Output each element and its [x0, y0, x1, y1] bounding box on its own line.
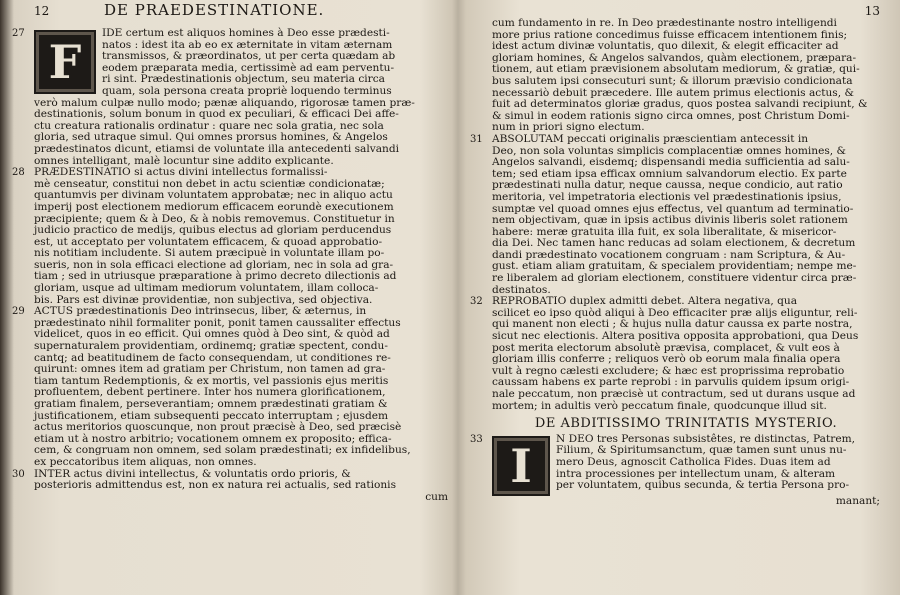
text-line: re liberalem ad gloriam electionem, constituere videntur circa præ- — [492, 272, 857, 285]
text-line: dandi prædestinato vocationem congruam : nam Scriptura, & Au- — [492, 248, 846, 261]
text-line: actus meritorios quoscunque, non prout præcisè à Deo, sed præcisè — [34, 421, 402, 434]
text-line: ctu creatura rationalis ordinatur : quare nec sola gratia, nec sola — [34, 119, 384, 132]
text-line: mero Deus, agnoscit Catholica Fides. Duas item ad — [556, 455, 831, 468]
text-line: tionem, aut etiam prævisionem absolutam mediorum, & gratiæ, qui- — [492, 63, 860, 76]
text-line: verò malum culpæ nullo modo; pænæ aliquando, rigorosæ tamen præ- — [34, 96, 415, 109]
paragraph-33 — [470, 432, 880, 493]
running-title: DE PRAEDESTINATIONE. — [104, 1, 325, 19]
text-line: sumptæ vel quoad omnes ejus effectus, vel quantum ad terminatio- — [492, 202, 854, 215]
text-line: quam, sola persona creata propriè loquendo terminus — [102, 84, 392, 97]
text-line: bus salutem ipsi consecuturi sunt; & illorum prævisio condicionata — [492, 74, 853, 87]
text-line: justificationem, etiam subsequenti peccato interruptam ; ejusdem — [34, 409, 389, 422]
text-line: ri sint. Prædestinationis objectum, seu materia circa — [102, 73, 385, 86]
text-line: REPROBATIO duplex admitti debet. Altera negativa, qua — [492, 295, 798, 308]
text-line: IDE certum est aliquos homines à Deo esse prædesti- — [102, 27, 390, 39]
text-line: necessariò debuit præcedere. Ille autem primus electionis actus, & — [492, 86, 854, 99]
text-line: ABSOLUTAM peccati originalis præscientiam antecessit in — [492, 132, 809, 145]
text-line: scilicet eo ipso quòd aliqui à Deo efficaciter præ alijs eliguntur, reli- — [492, 306, 858, 319]
text-line: prædestinati nulla datur, neque caussa, neque condicio, aut ratio — [492, 179, 843, 192]
text-line: præcipiente; quem & à Deo, & à nobis removemus. Constituetur in — [34, 212, 395, 225]
text-line: prædestinato nihil formaliter ponit, ponit tamen caussaliter effectus — [34, 316, 401, 329]
text-line: PRÆDESTINATIO si actus divini intellectus formalissi- — [34, 166, 328, 179]
text-line: tiam tantum Redemptionis, & ex mortis, vel passionis ejus meritis — [34, 374, 389, 387]
text-line: idest actum divinæ voluntatis, quo dilexit, & elegit efficaciter ad — [492, 40, 839, 53]
text-line: eodem præparata media, certissimè ad eam perventu- — [102, 61, 395, 74]
left-page — [12, 1, 448, 575]
text-line: per voluntatem, quibus secunda, & tertia Persona pro- — [556, 479, 850, 492]
paragraph-31 — [470, 132, 880, 296]
section-heading: DE ABDITISSIMO TRINITATIS MYSTERIO. — [534, 416, 838, 432]
text-line: etiam ut à nostro arbitrio; vocationem omnem ex proposito; effica- — [34, 432, 392, 445]
text-line: profluentem, debent pertinere. Inter hos numera glorificationem, — [34, 386, 386, 399]
text-line: Angelos salvandi, eisdemq; dispensandi media sufficientia ad salu- — [492, 156, 850, 169]
text-line: sueris, non in sola efficaci electione ad gloriam, nec in sola ad gra- — [34, 258, 394, 271]
paragraph-number: 29 — [12, 306, 25, 318]
text-line: habere: meræ gratuita illa fuit, ex sola liberalitate, & misericor- — [492, 225, 837, 238]
paragraph-28 — [12, 166, 448, 306]
text-line: caussam habens ex parte reprobi : in parvulis quidem ipsum origi- — [492, 376, 850, 389]
paragraph-number: 27 — [12, 28, 25, 39]
right-page — [470, 4, 880, 575]
text-line: gloriam, usque ad ultimam mediorum voluntatem, illam colloca- — [34, 282, 379, 295]
text-line: dia Dei. Nec tamen hanc reducas ad solam electionem, & decretum — [492, 237, 856, 250]
text-line: nem objectivam, quæ in ipsis actibus divinis liberis solet rationem — [492, 214, 848, 227]
text-line: qui manent non electi ; & hujus nulla datur caussa ex parte nostra, — [492, 318, 853, 331]
right-page-number: 13 — [864, 4, 880, 18]
paragraph-30 — [12, 467, 448, 492]
text-line: mè censeatur, constitui non debet in actu scientiæ condicionatæ; — [34, 177, 385, 190]
text-line: Filium, & Spiritumsanctum, quæ tamen sunt unus nu- — [556, 444, 847, 457]
text-line: quantumvis per divinam voluntatem approbatæ; nec in aliquo actu — [34, 189, 393, 202]
paragraph-number: 32 — [470, 296, 483, 308]
text-line: post merita electorum absolutè prævisa, complacet, & vult eos à — [492, 341, 840, 354]
text-line: quirunt: omnes item ad gratiam per Christum, non tamen ad gra- — [34, 363, 386, 376]
paragraph-number: 30 — [12, 468, 25, 480]
text-line: mortem; in adultis verò peccatum finale, quodcunque illud sit. — [492, 399, 827, 412]
continued-text — [492, 18, 880, 134]
text-line: posterioris admittendus est, non ex natura rei actualis, sed rationis — [34, 479, 397, 492]
text-line: cum fundamento in re. In Deo prædestinante nostro intelligendi — [492, 17, 837, 29]
text-line: gloria, sed utraque simul. Qui omnes prorsus homines, & Angelos — [34, 131, 388, 144]
text-line: gloriam illis conferre ; reliquos verò ob eorum mala finalia opera — [492, 353, 841, 366]
text-line: gratiam finalem, perseverantiam; omnem prædestinati gratiam & — [34, 398, 388, 410]
paragraph-27 — [12, 27, 448, 167]
text-line: supernaturalem providentiam, ordinemq; gratiæ spectent, condu- — [34, 340, 388, 353]
text-line: tem; sed etiam ipsa efficax omnium salvandorum electio. Ex parte — [492, 167, 847, 180]
text-line: nis notitiam includente. Si autem præcipuè in voluntate illam po- — [34, 247, 385, 260]
drop-cap-initial: I — [492, 436, 550, 496]
text-line: omnes intelligant, malè locuntur sine addito explicante. — [34, 154, 334, 167]
text-line: prædestinatos dicunt, etiamsi de voluntate illa antecedenti salvandi — [34, 142, 400, 155]
text-line: bis. Pars est divinæ providentiæ, non subjectiva, sed objectiva. — [34, 293, 373, 306]
text-line: imperij post electionem mediorum efficacem eorundè executionem — [34, 200, 394, 213]
text-line: gust. etiam aliam gratuitam, & specialem providentiam; nempe me- — [492, 260, 857, 273]
text-line: fuit ad determinatos gloriæ gradus, quos postea salvandi recipiunt, & — [492, 98, 868, 111]
text-line: intra processiones per intellectum unam, & alteram — [556, 467, 836, 480]
left-page-header — [34, 1, 448, 28]
left-page-number: 12 — [34, 4, 50, 18]
text-line: meritoria, vel impetratoria electionis vel prædestinationis ipsius, — [492, 190, 842, 203]
text-line: sicut nec electionis. Altera positiva opposita approbationi, qua Deus — [492, 330, 859, 343]
text-line: tiam ; sed in utriusque præparatione à primo decreto dilectionis ad — [34, 270, 397, 283]
text-line: & simul in eodem rationis signo circa omnes, post Christum Domi- — [492, 109, 850, 122]
paragraph-32 — [470, 295, 880, 412]
catchword: cum — [425, 490, 448, 503]
text-line: cem, & congruam non omnem, sed solam prædestinati; ex infidelibus, — [34, 444, 411, 457]
catchword: manant; — [835, 494, 880, 507]
text-line: num in priori signo electum. — [492, 121, 645, 134]
text-line: destinationis, solum bonum in quod ex peculiari, & efficaci Dei affe- — [34, 108, 399, 121]
text-line: est, ut acceptato per voluntatem efficacem, & quoad approbatio- — [34, 235, 383, 248]
text-line: natos : idest ita ab eo ex æternitate in vitam æternam — [102, 38, 393, 51]
text-line: vult à regno cælesti excludere; & hæc est proprissima reprobatio — [492, 364, 845, 377]
text-line: cantq; ad beatitudinem de facto consequendam, ut conditiones re- — [34, 351, 391, 364]
paragraph-number: 31 — [470, 133, 483, 145]
paragraph-number: 28 — [12, 167, 25, 179]
drop-cap-initial: F — [34, 30, 96, 94]
text-line: more prius ratione concedimus fuisse efficacem intentionem finis; — [492, 28, 848, 41]
text-line: ACTUS prædestinationis Deo intrinsecus, liber, & æternus, in — [34, 305, 367, 318]
text-line: judicio practico de medijs, quibus electus ad gloriam perducendus — [34, 224, 392, 237]
text-line: INTER actus divini intellectus, & voluntatis ordo prioris, & — [34, 467, 351, 480]
text-line: gloriam homines, & Angelos salvandos, quàm electionem, præpara- — [492, 51, 857, 64]
paragraph-number: 33 — [470, 433, 483, 445]
text-line: Deo, non sola voluntas simplicis complacentiæ omnes homines, & — [492, 144, 846, 157]
text-line: videlicet, quos in eo efficit. Qui omnes quòd à Deo sint, & quòd ad — [34, 328, 390, 341]
text-line: ex peccatoribus item aliquas, non omnes. — [34, 455, 257, 468]
paragraph-29 — [12, 305, 448, 468]
text-line: transmissos, & præordinatos, ut per certa quædam ab — [102, 50, 396, 63]
text-line: nale peccatum, non præcisè ut contractum, sed ut durans usque ad — [492, 388, 856, 400]
text-line: N DEO tres Personas subsistêtes, re distinctas, Patrem, — [556, 432, 856, 445]
text-line: destinatos. — [492, 283, 551, 296]
